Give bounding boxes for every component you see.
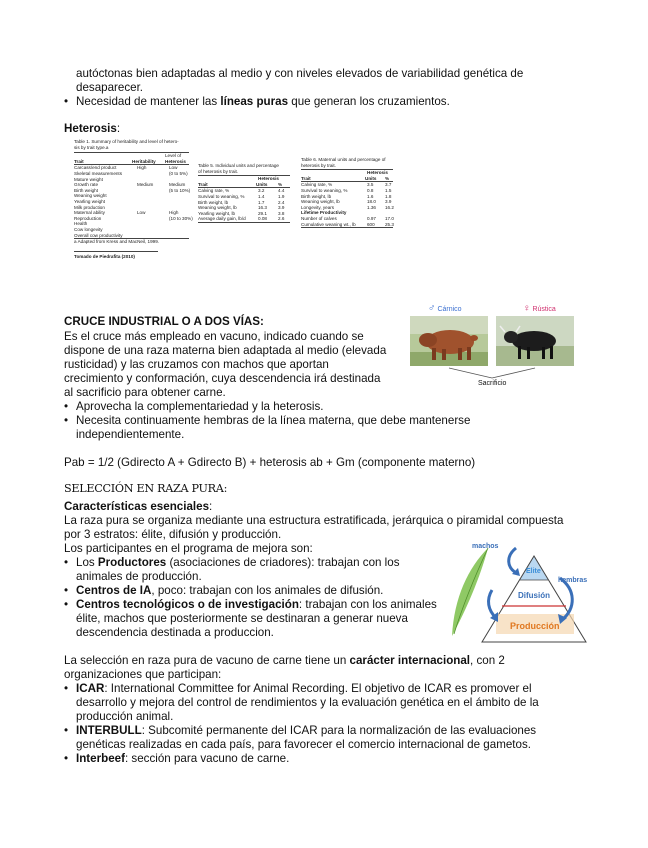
bullet-icon: • <box>64 400 69 413</box>
sacrificio-label: Sacrificio <box>478 380 507 387</box>
table-cell: 16.2 <box>385 204 394 210</box>
heterosis-table-6: Table 6. Maternal units and percentage of heterosis by trait. Heterosis Trait Units % Calving rate, % 3.5 3.7 Survival to weaning, % 0.8 1.5 Birth weight, lb 1.6 1.8 Weaning weight, lb 18.0 3.9 Longevity, years 1.36 16.2 Lifetime Productivity Number of calves 0.97 17.0 Cumulative weaning wt., lb 600 25.3 <box>301 157 393 229</box>
table-cell: Yearling weight <box>74 198 105 204</box>
table-cell: High <box>169 210 179 216</box>
table-cell: Birth weight <box>74 187 99 193</box>
table-cell: 1.8 <box>385 193 392 199</box>
bullet-icon: • <box>64 598 69 611</box>
icar-line-3: producción animal. <box>76 710 174 723</box>
table-cell: Cumulative weaning wt., lb <box>301 221 356 227</box>
table-cell: 3.9 <box>385 199 392 205</box>
table-cell: 0.8 <box>367 187 374 193</box>
seleccion-p3: Los participantes en el programa de mejora son: <box>64 542 313 555</box>
heterosis-table-1: Table 1. Summary of heritability and level of hetero- sis by trait type.a Level of Trait Heritability Heterosis Carcass/end product High Low Skeletal measurements (0 to 5%) Mature weight Growth rate Medium Medium Birth weight (5 to 10%) Weaning weight Yearling weight Milk production Maternal ability Low High Reproduction (10 to 30%) Health Cow longevity Overall cow productivity a Adapted from Kress and MacNeil, 1999. Tomado de Piedrafita (2010) <box>74 139 193 259</box>
cruce-formula: Pab = 1/2 (Gdirecto A + Gdirecto B) + heterosis ab + Gm (componente materno) <box>64 456 476 469</box>
cruce-p3: rusticidad) y las cruzamos con machos que aportan <box>64 358 329 371</box>
table-cell: Carcass/end product <box>74 165 117 171</box>
table-cell: 3.8 <box>278 210 285 216</box>
table-cell: Weaning weight <box>74 193 107 199</box>
table-cell: 4.4 <box>278 188 285 194</box>
table-cell: 1.4 <box>258 193 265 199</box>
pyramid-label-elite: Elite <box>526 568 541 575</box>
table-cell: 1.7 <box>258 199 265 205</box>
cruce-bullet-2a: Necesita continuamente hembras de la línea materna, que debe mantenerse <box>76 414 471 427</box>
table-cell: Calving rate, % <box>301 182 333 188</box>
table-cell: 1.5 <box>385 187 392 193</box>
heterosis-heading: Heterosis: <box>64 122 121 135</box>
table-cell: 2.4 <box>278 199 285 205</box>
table-cell: 3.9 <box>278 205 285 211</box>
table-cell: 600 <box>367 221 375 227</box>
seleccion-bullet-3-cont1: élite, machos que posteriormente se destinaran a generar nueva <box>76 612 408 625</box>
female-label: ♀ Rústica <box>523 303 556 314</box>
table-cell: 1.36 <box>367 204 376 210</box>
seleccion-heading: SELECCIÓN EN RAZA PURA: <box>64 482 228 495</box>
bull-photo <box>410 316 488 366</box>
seleccion-bullet-1-cont: animales de producción. <box>76 570 202 583</box>
table-cell: 29.1 <box>258 210 267 216</box>
seleccion-p2: por 3 estratos: élite, difusión y producción. <box>64 528 282 541</box>
pyramid-label-machos: machos <box>472 543 499 550</box>
hembras-arrow <box>560 578 572 620</box>
table-cell: Survival to weaning, % <box>301 187 348 193</box>
table-cell: Number of calves <box>301 215 337 221</box>
side-arrow <box>489 590 496 618</box>
seleccion-bullet-1: Los Productores (asociaciones de criadores): trabajan con los <box>76 556 400 569</box>
table-cell: 3.7 <box>385 182 392 188</box>
seleccion-subheading: Características esenciales: <box>64 500 213 513</box>
cruce-p2: dispone de una raza materna bien adaptada al medio (elevada <box>64 344 387 357</box>
breeding-pyramid-figure <box>440 538 590 650</box>
table-cell: Birth weight, lb <box>301 193 332 199</box>
table-cell: Calving rate, % <box>198 188 230 194</box>
seleccion-bullet-2: Centros de IA, poco: trabajan con los animales de difusión. <box>76 584 384 597</box>
pyramid-label-hembras: hembras <box>558 577 588 584</box>
heterosis-table-5: Table 5. Individual units and percentage of heterosis by trait. Heterosis Trait Units % Calving rate, % 3.2 4.4 Survival to weaning, % 1.4 1.9 Birth weight, lb 1.7 2.4 Weaning weight, lb 16.3 3.9 Yearling weight, lb 29.1 3.8 Average daily gain, lb/d 0.08 2.6 <box>198 163 290 224</box>
bullet-icon: • <box>64 556 69 569</box>
interbull-line-1: INTERBULL: Subcomité permanente del ICAR para la normalización de las evaluaciones <box>76 724 537 737</box>
table-cell: Health <box>74 221 88 227</box>
table-cell: Low <box>137 210 146 216</box>
table-cell: Survival to weaning, % <box>198 193 245 199</box>
table-cell: Growth rate <box>74 182 98 188</box>
table-cell: 0.08 <box>258 216 267 222</box>
cruce-heading: CRUCE INDUSTRIAL O A DOS VÍAS: <box>64 315 264 328</box>
table-cell: Low <box>169 165 178 171</box>
cruce-bullet-2b: independientemente. <box>76 428 185 441</box>
cruce-bullet-1: Aprovecha la complementariedad y la heterosis. <box>76 400 324 413</box>
cruce-p1: Es el cruce más empleado en vacuno, indicado cuando se <box>64 330 364 343</box>
male-label: ♂ Cárnico <box>428 303 462 314</box>
table-cell: Longevity, years <box>301 204 335 210</box>
interbeef-line: Interbeef: sección para vacuno de carne. <box>76 752 290 765</box>
table-cell: (5 to 10%) <box>169 187 191 193</box>
table-cell: Mature weight <box>74 176 103 182</box>
intro-line-2: desaparecer. <box>76 81 144 94</box>
table-cell: Cow longevity <box>74 226 103 232</box>
table-cell: Maternal ability <box>74 210 105 216</box>
table-cell: 25.3 <box>385 221 394 227</box>
table-cell: Yearling weight, lb <box>198 210 236 216</box>
table-cell: Overall cow productivity <box>74 232 123 238</box>
table-cell: Birth weight, lb <box>198 199 229 205</box>
seleccion-bullet-3: Centros tecnológicos o de investigación: trabajan con los animales <box>76 598 437 611</box>
bullet-icon: • <box>64 414 69 427</box>
interbull-line-2: genéticas realizadas en cada país, para favorecer el comercio internacional de gametos. <box>76 738 531 751</box>
seleccion-p1: La raza pura se organiza mediante una estructura estratificada, jerárquica o piramidal compuesta <box>64 514 564 527</box>
cruce-p4: crecimiento y conformación, cuya descendencia irá destinada <box>64 372 381 385</box>
table-cell: Milk production <box>74 204 105 210</box>
table-cell: 18.0 <box>367 199 376 205</box>
table-cell: Average daily gain, lb/d <box>198 216 246 222</box>
pyramid-label-produccion: Producción <box>510 621 560 631</box>
table-cell: 16.3 <box>258 205 267 211</box>
table-cell: Weaning weight, lb <box>198 205 237 211</box>
bullet-icon: • <box>64 724 69 737</box>
intro-bullet: Necesidad de mantener las líneas puras que generan los cruzamientos. <box>76 95 450 108</box>
table-cell: Medium <box>169 182 186 188</box>
internacional-p2: organizaciones que participan: <box>64 668 222 681</box>
table-cell: 3.5 <box>367 182 374 188</box>
table-cell: Reproduction <box>74 215 102 221</box>
pyramid-label-difusion: Difusión <box>518 591 550 600</box>
table-cell: 0.97 <box>367 215 376 221</box>
bullet-icon: • <box>64 584 69 597</box>
table-cell: 1.6 <box>367 193 374 199</box>
table-cell: (10 to 30%) <box>169 215 193 221</box>
icar-line-2: desarrollo y mejora del control de rendimientos y la evaluación genética en el ámbito de la <box>76 696 539 709</box>
table-cell: 17.0 <box>385 215 394 221</box>
table-cell: High <box>137 165 147 171</box>
bullet-icon: • <box>64 95 69 108</box>
cruce-p5: al sacrificio para obtener carne. <box>64 386 226 399</box>
table-cell: 2.6 <box>278 216 285 222</box>
bullet-icon: • <box>64 752 69 765</box>
crossbreeding-figure <box>410 300 580 392</box>
table-cell: (0 to 5%) <box>169 170 188 176</box>
table-cell: 1.9 <box>278 193 285 199</box>
table-cell: Skeletal measurements <box>74 170 123 176</box>
icar-line-1: ICAR: International Committee for Animal Recording. El objetivo de ICAR es promover el <box>76 682 532 695</box>
intro-line-1: autóctonas bien adaptadas al medio y con niveles elevados de variabilidad genética de <box>76 67 524 80</box>
bullet-icon: • <box>64 682 69 695</box>
table-cell: 3.2 <box>258 188 265 194</box>
internacional-p1: La selección en raza pura de vacuno de carne tiene un carácter internacional, con 2 <box>64 654 505 667</box>
seleccion-bullet-3-cont2: descendencia destinada a produccion. <box>76 626 274 639</box>
cow-photo <box>496 316 574 366</box>
table-cell: Weaning weight, lb <box>301 199 340 205</box>
table-cell: Medium <box>137 182 154 188</box>
